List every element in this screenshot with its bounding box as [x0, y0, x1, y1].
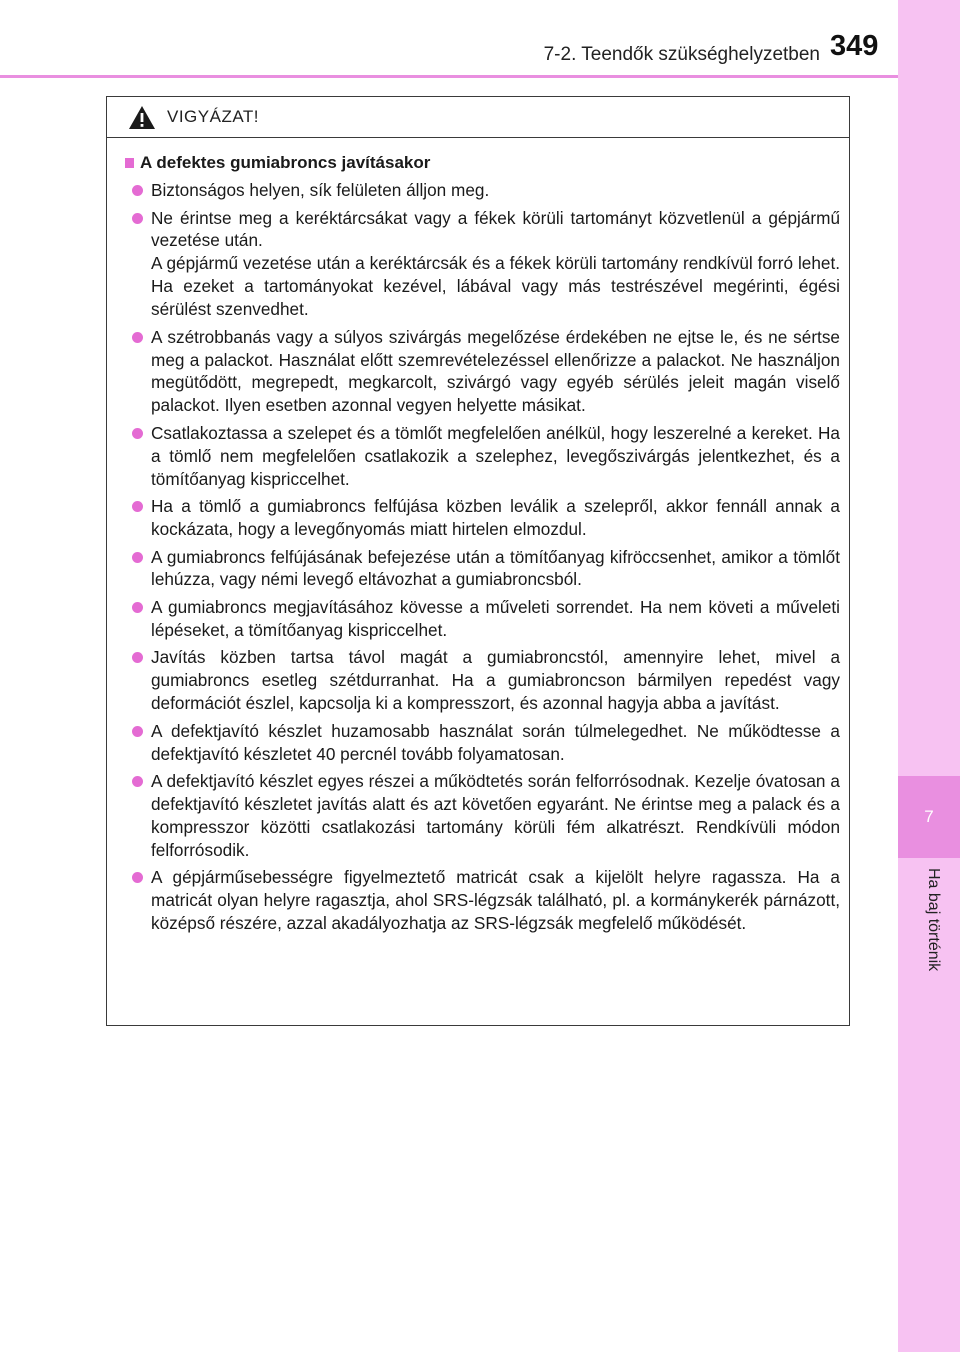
- list-item-text: Ne érintse meg a keréktárcsákat vagy a fékek körüli tartományt közvetlenül a gépjármű vezetése után. A gépjármű vezetése után a keréktárcsák és a fékek körüli tartomány rendkívül forró lehet. Ha ezeket a tartományokat kezével, lábával vagy más testrészével megérinti, égési sérülést szenvedhet.: [151, 207, 840, 320]
- chapter-side-label: Ha baj történik: [925, 868, 942, 972]
- list-item: [125, 546, 840, 592]
- warning-box: [106, 96, 850, 1026]
- list-item: [125, 596, 840, 642]
- section-heading-text: A defektes gumiabroncs javításakor: [140, 153, 431, 172]
- chapter-number-tab: 7: [898, 776, 960, 858]
- list-item-text: A gumiabroncs felfújásának befejezése után a tömítőanyag kifröccsenhet, amikor a tömlőt lehúzza, vagy némi levegő eltávozhat a gumiabroncsból.: [151, 546, 840, 590]
- list-item-text: Javítás közben tartsa távol magát a gumiabroncstól, amennyire lehet, mivel a gumiabroncs esetleg szétdurranhat. Ha a gumiabroncson bármilyen repedést vagy deformációt észlel, kapcsolja ki a kompresszort, és azonnal hagyja abba a javítást.: [151, 647, 840, 714]
- list-item-text: A gépjárműsebességre figyelmeztető matricát csak a kijelölt helyre ragassza. Ha a matricát olyan helyre ragasztja, ahol SRS-légzsák található, pl. a kormánykerék párnázott, középső részére, azzal akadályozhatja az SRS-légzsák megfelelő működését.: [151, 867, 840, 934]
- warning-triangle-icon: [128, 105, 156, 130]
- circle-bullet-icon: [132, 501, 143, 512]
- list-item: [125, 326, 840, 418]
- list-item-text: Biztonságos helyen, sík felületen álljon meg.: [151, 180, 490, 200]
- circle-bullet-icon: [132, 776, 143, 787]
- list-item-text: A defektjavító készlet huzamosabb használat során túlmelegedhet. Ne működtesse a defektjavító készletet 40 percnél tovább folyamatosan.: [151, 720, 840, 764]
- circle-bullet-icon: [132, 185, 143, 196]
- list-item: [125, 422, 840, 491]
- circle-bullet-icon: [132, 213, 143, 224]
- list-item: [125, 495, 840, 541]
- circle-bullet-icon: [132, 428, 143, 439]
- chapter-title: 7-2. Teendők szükséghelyzetben: [543, 44, 820, 65]
- list-item-text: A gumiabroncs megjavításához kövesse a műveleti sorrendet. Ha nem követi a műveleti lépéseket, a tömítőanyag kispriccelhet.: [151, 596, 840, 640]
- list-item: [125, 646, 840, 715]
- circle-bullet-icon: [132, 552, 143, 563]
- page-number: 349: [830, 30, 879, 62]
- warning-body: [107, 138, 849, 935]
- list-item: [125, 770, 840, 862]
- list-item-text: Csatlakoztassa a szelepet és a tömlőt megfelelően anélkül, hogy leszerelné a kereket. Ha a tömlő nem megfelelően csatlakozik a szelephez, levegőszivárgás jelentkezhet, és a tömítőanyag kispriccelhet.: [151, 422, 840, 489]
- list-item: [125, 866, 840, 935]
- list-item-text: A szétrobbanás vagy a súlyos szivárgás megelőzése érdekében ne ejtse le, és ne sértse meg a palackot. Használat előtt szemrevételezéssel ellenőrizze a palackot. Ne használjon megütődött, megrepedt, megkarcolt, szivárgó vagy egyéb sérülés jeleit magán viselő palackot. Ilyen esetben azonnal vegyen helyette másikat.: [151, 326, 840, 416]
- square-bullet-icon: [125, 158, 134, 168]
- list-item: [125, 207, 840, 322]
- side-tab: [898, 0, 960, 1352]
- list-item: [125, 179, 840, 202]
- circle-bullet-icon: [132, 332, 143, 343]
- warning-list: [125, 179, 840, 935]
- circle-bullet-icon: [132, 652, 143, 663]
- list-item-text: Ha a tömlő a gumiabroncs felfújása közben leválik a szelepről, akkor fennáll annak a kockázata, hogy a levegőnyomás miatt hirtelen elmozdul.: [151, 496, 840, 540]
- list-item-text: A defektjavító készlet egyes részei a működtetés során felforrósodnak. Kezelje óvatosan a defektjavító készletet javítás alatt és azt követően egyaránt. Ne érintse meg a palack és a kompresszor közötti csatlakozási tartomány körüli fém alkatrészt. Rendkívüli módon felforrósodik.: [151, 771, 840, 860]
- warning-title: VIGYÁZAT!: [167, 107, 260, 126]
- warning-header: [107, 97, 849, 138]
- circle-bullet-icon: [132, 602, 143, 613]
- list-item: [125, 720, 840, 766]
- circle-bullet-icon: [132, 726, 143, 737]
- section-heading: [125, 152, 840, 174]
- header-rule: [0, 75, 898, 78]
- circle-bullet-icon: [132, 872, 143, 883]
